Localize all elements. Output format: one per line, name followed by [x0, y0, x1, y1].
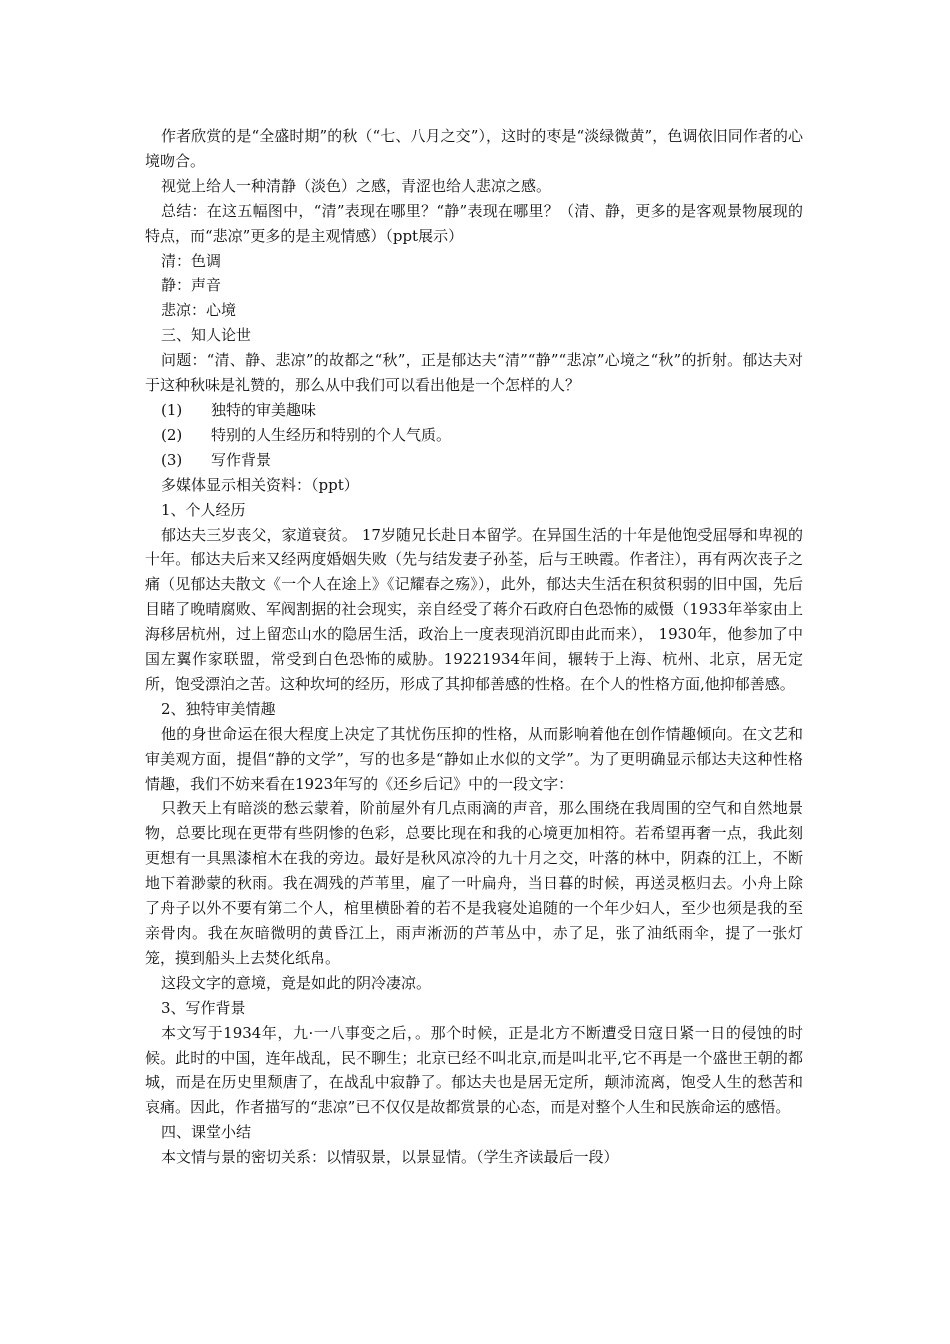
paragraph: 这段文字的意境，竟是如此的阴冷凄凉。	[161, 973, 432, 992]
subsection-heading: 2、独特审美情趣	[161, 699, 276, 718]
document-page	[145, 124, 803, 1170]
paragraph: 郁达夫三岁丧父，家道衰贫。 17岁随兄长赴日本留学。在异国生活的十年是他饱受屈辱和卑视的十年。郁达夫后来又经两度婚姻失败（先与结发妻子孙荃，后与王映霞。作者注），再有两次丧子之痛（见郁达夫散文《一个人在途上》《记耀春之殇》），此外，郁达夫生活在积贫积弱的旧中国，先后目睹了晚晴腐败、军阀割据的社会现实，亲自经受了蒋介石政府白色恐怖的威慑（1933年举家由上海移居杭州，过上留恋山水的隐居生活，政治上一度表现消沉即由此而来）， 1930年，他参加了中国左翼作家联盟，常受到白色恐怖的威胁。19221934年间，辗转于上海、杭州、北京，居无定所，饱受漂泊之苦。这种坎坷的经历，形成了其抑郁善感的性格。在个人的性格方面,他抑郁善感。	[145, 525, 803, 693]
section-heading: 四、课堂小结	[161, 1123, 252, 1142]
subsection-heading: 1、个人经历	[161, 500, 246, 519]
list-item-number: (1)	[161, 400, 183, 419]
paragraph: 本文写于1934年，九·一八事变之后，。那个时候，正是北方不断遭受日寇日紧一日的侵蚀的时候。此时的中国，连年战乱，民不聊生；北京已经不叫北京,而是叫北平,它不再是一个盛世王朝的都城，而是在历史里颓唐了，在战乱中寂静了。郁达夫也是居无定所，颠沛流离，饱受人生的愁苦和哀痛。因此，作者描写的“悲凉”已不仅仅是故都赏景的心态，而是对整个人生和民族命运的感悟。	[145, 1023, 803, 1117]
list-item	[145, 423, 803, 448]
paragraph: 问题：“清、静、悲凉”的故都之“秋”，正是郁达夫“清”“静”“悲凉”心境之“秋”的折射。郁达夫对于这种秋味是礼赞的，那么从中我们可以看出他是一个怎样的人？	[145, 351, 803, 395]
paragraph: 视觉上给人一种清静（淡色）之感，青涩也给人悲凉之感。	[161, 176, 552, 195]
paragraph: 总结：在这五幅图中，“清”表现在哪里？“静”表现在哪里？（清、静，更多的是客观景物展现的特点，而“悲凉”更多的是主观情感）（ppt展示）	[145, 201, 803, 245]
list-item-number: (3)	[161, 450, 183, 469]
list-item	[145, 448, 803, 473]
quoted-passage: 只教天上有暗淡的愁云蒙着，阶前屋外有几点雨滴的声音，那么围绕在我周围的空气和自然地景物，总要比现在更带有些阴惨的色彩，总要比现在和我的心境更加相符。若希望再奢一点，我此刻更想有一具黑漆棺木在我的旁边。最好是秋风凉冷的九十月之交，叶落的林中，阴森的江上，不断地下着渺蒙的秋雨。我在凋残的芦苇里，雇了一叶扁舟，当日暮的时候，再送灵柩归去。小舟上除了舟子以外不要有第二个人，棺里横卧着的若不是我寝处追随的一个年少妇人，至少也须是我的至亲骨肉。我在灰暗微明的黄昏江上，雨声淅沥的芦苇丛中，赤了足，张了油纸雨伞，提了一张灯笼，摸到船头上去焚化纸帛。	[145, 799, 803, 967]
list-item-text: 独特的审美趣味	[211, 400, 317, 419]
list-item	[145, 398, 803, 423]
subsection-heading: 3、写作背景	[161, 998, 246, 1017]
section-heading: 三、知人论世	[161, 326, 252, 345]
paragraph: 他的身世命运在很大程度上决定了其忧伤压抑的性格，从而影响着他在创作情趣倾向。在文艺和审美观方面，提倡“静的文学”，写的也多是“静如止水似的文学”。为了更明确显示郁达夫这种性格情趣，我们不妨来看在1923年写的《还乡后记》中的一段文字：	[145, 724, 803, 793]
paragraph: 静：声音	[161, 276, 222, 295]
list-item-text: 写作背景	[211, 450, 272, 469]
paragraph: 多媒体显示相关资料：（ppt）	[161, 475, 359, 494]
paragraph: 作者欣赏的是“全盛时期”的秋（“七、八月之交”），这时的枣是“淡绿微黄”，色调依旧同作者的心境吻合。	[145, 127, 803, 170]
paragraph: 悲凉：心境	[161, 301, 237, 320]
list-item-number: (2)	[161, 425, 183, 444]
paragraph: 清：色调	[161, 251, 222, 270]
list-item-text: 特别的人生经历和特别的个人气质。	[211, 425, 452, 444]
paragraph: 本文情与景的密切关系：以情驭景，以景显情。（学生齐读最后一段）	[161, 1148, 619, 1167]
